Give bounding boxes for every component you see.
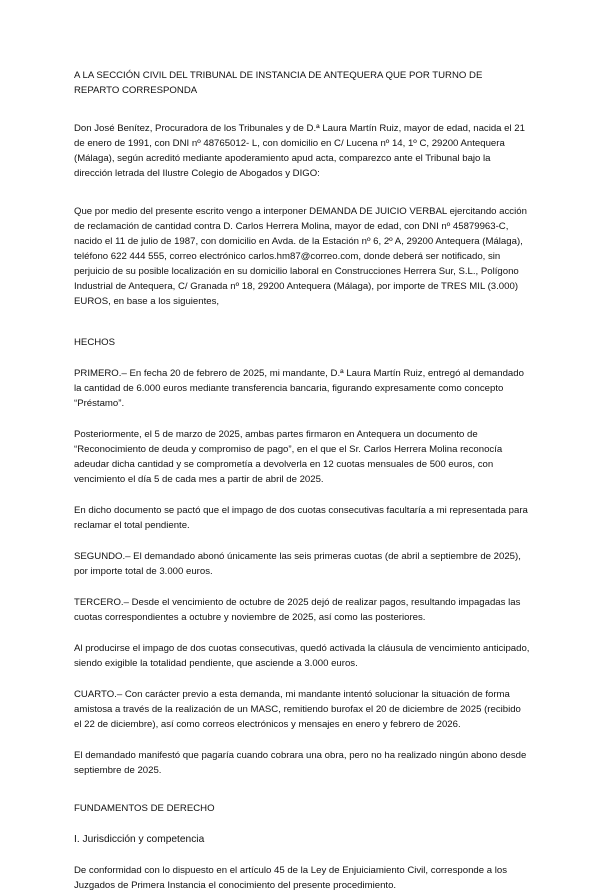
document-body [74,68,530,893]
petition-paragraph: Que por medio del presente escrito vengo a interponer DEMANDA DE JUICIO VERBAL ejercitando acción de reclamación de cantidad contra D. Carlos Herrera Molina, mayor de edad, con DNI nº 45879963-C, nacido el 11 de julio de 1987, con domicilio en Avda. de la Estación nº 6, 2º A, 29200 Antequera (Málaga), teléfono 622 444 555, correo electrónico carlos.hm87@correo.com, donde deberá ser notificado, sin perjuicio de su posible localización en su domicilio laboral en Construcciones Herrera Sur, S.L., Polígono Industrial de Antequera, C/ Granada nº 18, 29200 Antequera (Málaga), por importe de TRES MIL (3.000) EUROS, en base a los siguientes, [74,206,527,307]
hecho-segundo: SEGUNDO.– El demandado abonó únicamente las seis primeras cuotas (de abril a septiembre de 2025), por importe total de 3.000 euros. [74,551,521,577]
section-i-title: I. Jurisdicción y competencia [74,834,205,845]
section-i-text: De conformidad con lo dispuesto en el artículo 45 de la Ley de Enjuiciamiento Civil, corresponde a los Juzgados de Primera Instancia el conocimiento del presente procedimiento. [74,865,508,891]
hecho-documento: En dicho documento se pactó que el impago de dos cuotas consecutivas facultaría a mi representada para reclamar el total pendiente. [74,505,528,531]
hechos-title: HECHOS [74,337,116,348]
fundamentos-title: FUNDAMENTOS DE DERECHO [74,803,215,814]
hecho-demandado: El demandado manifestó que pagaría cuando cobrara una obra, pero no ha realizado ningún abono desde septiembre de 2025. [74,750,527,776]
hecho-vencimiento: Al producirse el impago de dos cuotas consecutivas, quedó activada la cláusula de vencimiento anticipado, siendo exigible la totalidad pendiente, que asciende a 3.000 euros. [74,643,530,669]
hecho-primero: PRIMERO.– En fecha 20 de febrero de 2025, mi mandante, D.ª Laura Martín Ruiz, entregó al demandado la cantidad de 6.000 euros mediante transferencia bancaria, figurando expresamente como concepto “Préstamo”. [74,368,524,409]
hecho-cuarto: CUARTO.– Con carácter previo a esta demanda, mi mandante intentó solucionar la situación de forma amistosa a través de la realización de un MASC, remitiendo burofax el 20 de diciembre de 2025 (recibido el 22 de diciembre), así como correos electrónicos y mensajes en enero y febrero de 2026. [74,689,521,730]
intro-paragraph: Don José Benítez, Procuradora de los Tribunales y de D.ª Laura Martín Ruiz, mayor de edad, nacida el 21 de enero de 1991, con DNI nº 48765012- L, con domicilio en C/ Lucena nº 14, 1º C, 29200 Antequera (Málaga), según acreditó mediante apoderamiento apud acta, comparezco ante el Tribunal bajo la dirección letrada del Ilustre Colegio de Abogados y DIGO: [74,123,525,179]
hecho-tercero: TERCERO.– Desde el vencimiento de octubre de 2025 dejó de realizar pagos, resultando impagadas las cuotas correspondientes a octubre y noviembre de 2025, así como las posteriores. [74,597,521,623]
hecho-posteriormente: Posteriormente, el 5 de marzo de 2025, ambas partes firmaron en Antequera un documento de “Reconocimiento de deuda y compromiso de pago”, en el que el Sr. Carlos Herrera Molina reconocía adeudar dicha cantidad y se comprometía a devolverla en 12 cuotas mensuales de 500 euros, con vencimiento el día 5 de cada mes a partir de abril de 2025. [74,429,503,485]
court-heading: A LA SECCIÓN CIVIL DEL TRIBUNAL DE INSTANCIA DE ANTEQUERA QUE POR TURNO DE REPARTO CORRESPONDA [74,70,483,96]
